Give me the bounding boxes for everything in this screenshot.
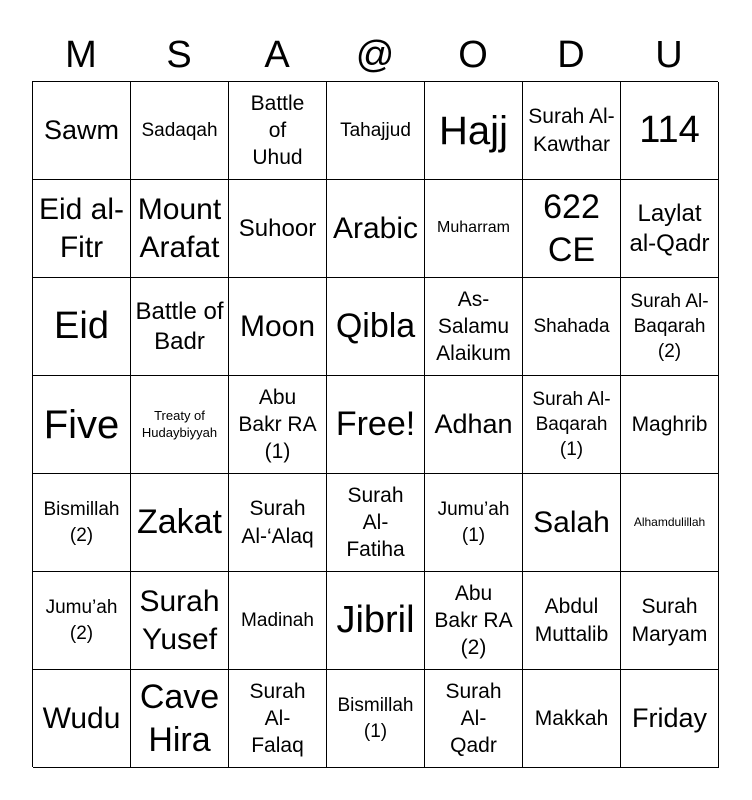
bingo-cell[interactable]: Bismillah (1) [327,670,425,768]
bingo-cell[interactable]: Hajj [425,82,523,180]
bingo-cell[interactable]: Qibla [327,278,425,376]
bingo-cell[interactable]: Laylat al-Qadr [621,180,719,278]
bingo-cell[interactable]: Jumu’ah (1) [425,474,523,572]
bingo-cell[interactable]: Muharram [425,180,523,278]
bingo-cell[interactable]: Tahajjud [327,82,425,180]
header-letter-m: M [65,34,97,76]
bingo-cell[interactable]: Abu Bakr RA (2) [425,572,523,670]
bingo-cell[interactable]: Bismillah (2) [33,474,131,572]
bingo-cell[interactable]: 622 CE [523,180,621,278]
bingo-cell[interactable]: Surah Al-Falaq [229,670,327,768]
bingo-cell[interactable]: Mount Arafat [131,180,229,278]
header-letter-a: A [264,34,290,76]
bingo-cell[interactable]: Treaty of Hudaybiyyah [131,376,229,474]
bingo-cell[interactable]: As-Salamu Alaikum [425,278,523,376]
bingo-cell[interactable]: Free! [327,376,425,474]
bingo-cell[interactable]: Surah Al-Baqarah (1) [523,376,621,474]
bingo-cell[interactable]: Five [33,376,131,474]
bingo-cell[interactable]: 114 [621,82,719,180]
header-letter-d: D [557,34,585,76]
bingo-cell[interactable]: Maghrib [621,376,719,474]
bingo-cell[interactable]: Surah Yusef [131,572,229,670]
header-letter-u: U [655,34,683,76]
header-letter-at: @ [355,34,395,76]
bingo-cell[interactable]: Zakat [131,474,229,572]
bingo-cell[interactable]: Moon [229,278,327,376]
bingo-cell[interactable]: Surah Al-Fatiha [327,474,425,572]
bingo-header [32,30,718,80]
bingo-grid [32,81,718,767]
bingo-cell[interactable]: Surah Al-Kawthar [523,82,621,180]
bingo-cell[interactable]: Shahada [523,278,621,376]
bingo-cell[interactable]: Abu Bakr RA (1) [229,376,327,474]
bingo-cell[interactable]: Alhamdulillah [621,474,719,572]
bingo-cell[interactable]: Eid [33,278,131,376]
bingo-cell[interactable]: Eid al-Fitr [33,180,131,278]
bingo-cell[interactable]: Wudu [33,670,131,768]
bingo-cell[interactable]: Surah Maryam [621,572,719,670]
header-letter-o: O [458,34,488,76]
bingo-cell[interactable]: Adhan [425,376,523,474]
bingo-cell[interactable]: Madinah [229,572,327,670]
bingo-cell[interactable]: Surah Al-Qadr [425,670,523,768]
bingo-cell[interactable]: Battle of Uhud [229,82,327,180]
bingo-cell[interactable]: Surah Al-Baqarah (2) [621,278,719,376]
bingo-cell[interactable]: Battle of Badr [131,278,229,376]
bingo-cell[interactable]: Arabic [327,180,425,278]
bingo-cell[interactable]: Jibril [327,572,425,670]
bingo-cell[interactable]: Jumu’ah (2) [33,572,131,670]
bingo-cell[interactable]: Sadaqah [131,82,229,180]
header-letter-s: S [166,34,192,76]
bingo-cell[interactable]: Abdul Muttalib [523,572,621,670]
bingo-cell[interactable]: Surah Al-‘Alaq [229,474,327,572]
bingo-cell[interactable]: Salah [523,474,621,572]
bingo-cell[interactable]: Sawm [33,82,131,180]
bingo-cell[interactable]: Friday [621,670,719,768]
bingo-cell[interactable]: Cave Hira [131,670,229,768]
bingo-cell[interactable]: Makkah [523,670,621,768]
bingo-cell[interactable]: Suhoor [229,180,327,278]
